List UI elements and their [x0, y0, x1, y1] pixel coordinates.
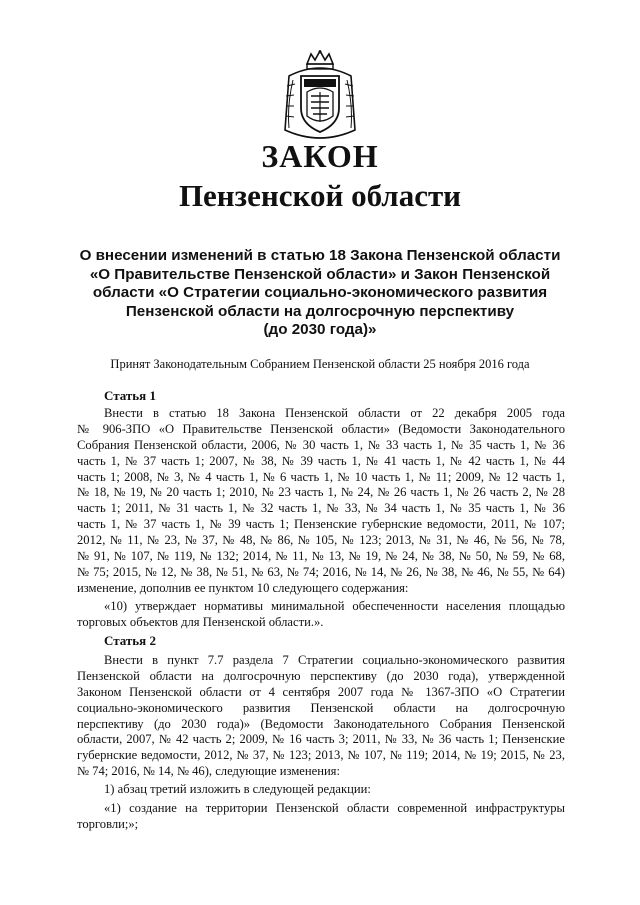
law-subject-line: (до 2030 года)»: [263, 321, 377, 339]
text-line: социально-экономического развития Пензенской области на долгосрочную: [77, 700, 565, 715]
text-line: Пензенской области на долгосрочную перспективу (до 2030 года), утвержденной: [77, 668, 565, 683]
text-line: № 74; 2016, № 14, № 46), следующие изменения:: [77, 764, 340, 779]
text-line: часть 1, № 37 часть 1, № 39 часть 1; Пензенские губернские ведомости, 2011, № 107;: [77, 517, 565, 532]
text-line: часть 1; 2011, № 31 часть 1, № 32 часть 1, № 33, № 34 часть 1, № 35 часть 1, № 36: [77, 501, 565, 516]
text-line: области, 2007, № 42 часть 2; 2009, № 16 часть 3; 2011, № 33, № 36 часть 1; Пензенские: [77, 732, 565, 747]
text-line: часть 1, № 37 часть 1; 2007, № 38, № 39 часть 1, № 41 часть 1, № 42 часть 1, № 44: [77, 453, 565, 468]
text-line: перспективу (до 2030 года)» (Ведомости Законодательного Собрания Пензенской: [77, 716, 565, 731]
list-item: 1) абзац третий изложить в следующей редакции:: [104, 782, 371, 797]
adoption-note: Принят Законодательным Собранием Пензенской области 25 ноября 2016 года: [110, 357, 530, 371]
text-line: Собрания Пензенской области, 2006, № 30 часть 1, № 33 часть 1, № 35 часть 1, № 36: [77, 437, 565, 452]
coat-of-arms-icon: [277, 50, 363, 144]
text-line: Внести в статью 18 Закона Пензенской области от 22 декабря 2005 года: [104, 406, 565, 420]
text-line: № 18, № 19, № 20 часть 1; 2010, № 23 часть 1, № 24, № 26 часть 1, № 26 часть 2, № 28: [77, 485, 565, 500]
text-line: губернские ведомости, 2012, № 37, № 123; 2013, № 107, № 119; 2014, № 19; 2015, № 23,: [77, 748, 565, 763]
quote-line: торговых объектов для Пензенской области.».: [77, 614, 324, 629]
law-subject-line: Пензенской области на долгосрочную перспективу: [125, 302, 515, 320]
quote-line: «1) создание на территории Пензенской области современной инфраструктуры: [104, 801, 565, 816]
quote-line: торговли;»;: [77, 816, 139, 831]
quote-line: «10) утверждает нормативы минимальной обеспеченности населения площадью: [104, 598, 565, 613]
law-title: ЗАКОН: [261, 138, 379, 174]
text-line: № 91, № 107, № 119, № 132; 2014, № 11, № 13, № 19, № 24, № 38, № 50, № 59, № 68,: [77, 549, 565, 564]
article-2-heading: Статья 2: [104, 633, 156, 648]
law-subject: [78, 247, 562, 340]
text-line: 2012, № 11, № 23, № 37, № 48, № 86, № 105, № 123; 2013, № 31, № 46, № 56, № 78,: [77, 533, 565, 548]
article-2-body: [77, 653, 565, 833]
article-1-body: [77, 406, 565, 631]
text-line: № 906-ЗПО «О Правительстве Пензенской области» (Ведомости Законодательного: [77, 421, 565, 436]
text-line: часть 1; 2008, № 3, № 4 часть 1, № 6 часть 1, № 10 часть 1, № 11; 2009, № 12 часть 1,: [77, 469, 565, 484]
text-line: Внести в пункт 7.7 раздела 7 Стратегии социально-экономического развития: [104, 653, 565, 667]
text-line: № 75; 2015, № 12, № 38, № 51, № 63, № 74; 2016, № 14, № 26, № 38, № 46, № 55, № 64): [77, 564, 565, 579]
law-subject-line: области «О Стратегии социально-экономического развития: [92, 284, 548, 302]
law-subject-line: «О Правительстве Пензенской области» и Закон Пензенской: [89, 265, 551, 283]
text-line: изменение, дополнив ее пунктом 10 следующего содержания:: [77, 580, 409, 595]
law-subject-line: О внесении изменений в статью 18 Закона Пензенской области: [79, 247, 561, 264]
article-1-heading: Статья 1: [104, 388, 156, 403]
region-name: Пензенской области: [178, 178, 462, 213]
text-line: Законом Пензенской области от 4 сентября 2007 года № 1367-ЗПО «О Стратегии: [77, 684, 565, 699]
